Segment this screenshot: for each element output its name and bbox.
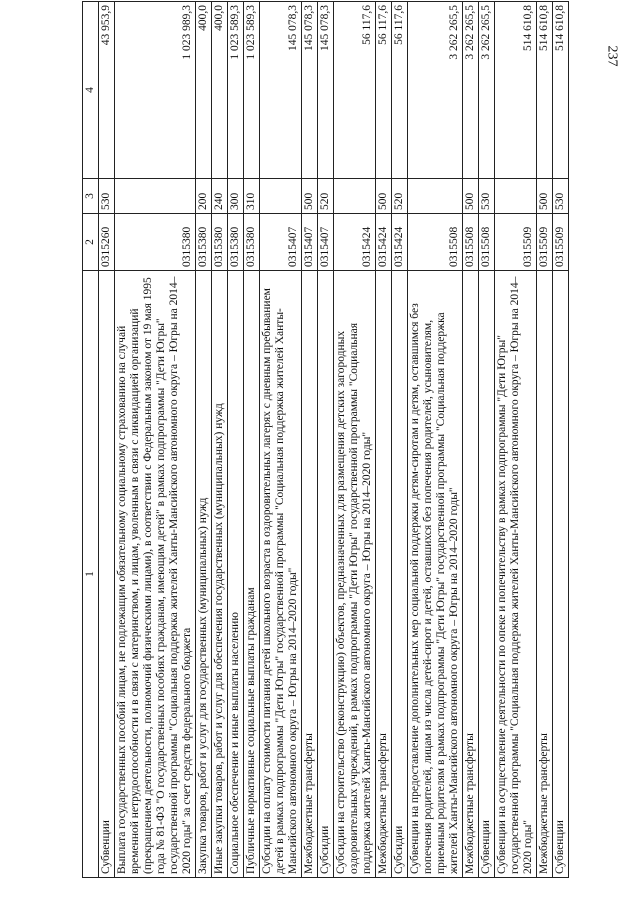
row-name-cell: Субвенции на предоставление дополнительных мер социальной поддержки детям-сиротам и детям, оставшимся без попечения родителей, лицам из числа детей-сирот и детей, оставшихся без попечения родителей, усыновителям, приемным родителям в рамках подпрограммы "Дети Югры" государственной программы "Социальная поддержка жителей Ханты-Мансийского автономного округа – Югры на 2014–2020 годы": [408, 271, 463, 878]
table-row: [115, 2, 196, 878]
header-col-2: 2: [83, 214, 99, 271]
row-name-cell: Субсидии: [392, 271, 408, 878]
row-name-cell: Субвенции: [479, 271, 495, 878]
table-row: [244, 2, 260, 878]
row-code-cell: 0315380: [196, 214, 212, 271]
row-type-cell: 240: [212, 179, 228, 214]
row-name-cell: Межбюджетные трансферты: [463, 271, 479, 878]
row-type-cell: 300: [228, 179, 244, 214]
table-row: [408, 2, 463, 878]
row-code-cell: 0315260: [99, 214, 115, 271]
table-header-row: [83, 2, 99, 878]
table-row: [553, 2, 569, 878]
row-code-cell: 0315407: [318, 214, 334, 271]
row-name-cell: Публичные нормативные социальные выплаты гражданам: [244, 271, 260, 878]
row-type-cell: [334, 179, 376, 214]
table-row: [495, 2, 537, 878]
row-amount-cell: 43 953,9: [99, 2, 115, 179]
row-code-cell: 0315380: [115, 214, 196, 271]
table-row: [196, 2, 212, 878]
row-code-cell: 0315509: [495, 214, 537, 271]
header-col-4: 4: [83, 2, 99, 179]
header-col-3: 3: [83, 179, 99, 214]
table-row: [376, 2, 392, 878]
page-number: 237: [604, 45, 620, 67]
row-code-cell: 0315407: [302, 214, 318, 271]
row-type-cell: 500: [463, 179, 479, 214]
row-code-cell: 0315407: [260, 214, 302, 271]
table-row: [479, 2, 495, 878]
rotated-page: [82, 5, 602, 878]
table-row: [318, 2, 334, 878]
table-row: [334, 2, 376, 878]
row-amount-cell: 1 023 589,3: [244, 2, 260, 179]
row-code-cell: 0315380: [244, 214, 260, 271]
row-type-cell: 530: [479, 179, 495, 214]
row-name-cell: Межбюджетные трансферты: [537, 271, 553, 878]
row-type-cell: 500: [376, 179, 392, 214]
row-amount-cell: 1 023 989,3: [115, 2, 196, 179]
row-type-cell: [260, 179, 302, 214]
row-type-cell: 500: [537, 179, 553, 214]
row-amount-cell: 514 610,8: [553, 2, 569, 179]
row-name-cell: Субвенции: [553, 271, 569, 878]
row-code-cell: 0315509: [537, 214, 553, 271]
row-type-cell: 530: [99, 179, 115, 214]
row-type-cell: 500: [302, 179, 318, 214]
row-amount-cell: 145 078,3: [318, 2, 334, 179]
row-name-cell: Межбюджетные трансферты: [376, 271, 392, 878]
table-row: [392, 2, 408, 878]
row-code-cell: 0315508: [479, 214, 495, 271]
row-amount-cell: 3 262 265,5: [408, 2, 463, 179]
row-type-cell: [408, 179, 463, 214]
row-amount-cell: 1 023 589,3: [228, 2, 244, 179]
row-amount-cell: 145 078,3: [302, 2, 318, 179]
row-amount-cell: 3 262 265,5: [463, 2, 479, 179]
table-row: [228, 2, 244, 878]
row-code-cell: 0315508: [463, 214, 479, 271]
row-type-cell: 520: [318, 179, 334, 214]
table-row: [463, 2, 479, 878]
row-amount-cell: 56 117,6: [392, 2, 408, 179]
row-code-cell: 0315508: [408, 214, 463, 271]
row-code-cell: 0315424: [334, 214, 376, 271]
row-name-cell: Закупка товаров, работ и услуг для государственных (муниципальных) нужд: [196, 271, 212, 878]
table-row: [260, 2, 302, 878]
row-type-cell: [495, 179, 537, 214]
row-code-cell: 0315509: [553, 214, 569, 271]
row-type-cell: 520: [392, 179, 408, 214]
row-code-cell: 0315424: [392, 214, 408, 271]
row-type-cell: [115, 179, 196, 214]
row-amount-cell: 514 610,8: [537, 2, 553, 179]
row-type-cell: 530: [553, 179, 569, 214]
row-name-cell: Выплата государственных пособий лицам, не подлежащим обязательному социальному страхованию на случай временной нетрудоспособности и в связи с материнством, и лицам, уволенным в связи с ликвидацией организаций (прекращением деятельности, полномочий физическими лицами), в соответствии с Федеральным законом от 19 мая 1995 года № 81-ФЗ "О государственных пособиях гражданам, имеющим детей" в рамках подпрограммы "Дети Югры" государственной программы "Социальная поддержка жителей Ханты-Мансийского автономного округа – Югры на 2014–2020 годы" за счет средств федерального бюджета: [115, 271, 196, 878]
row-amount-cell: 56 117,6: [334, 2, 376, 179]
table-row: [537, 2, 553, 878]
row-amount-cell: 3 262 265,5: [479, 2, 495, 179]
header-col-1: 1: [83, 271, 99, 878]
row-amount-cell: 145 078,3: [260, 2, 302, 179]
row-type-cell: 310: [244, 179, 260, 214]
budget-table: [82, 1, 569, 878]
row-name-cell: Социальное обеспечение и иные выплаты населению: [228, 271, 244, 878]
table-row: [212, 2, 228, 878]
row-code-cell: 0315424: [376, 214, 392, 271]
row-amount-cell: 400,0: [196, 2, 212, 179]
table-row: [302, 2, 318, 878]
row-type-cell: 200: [196, 179, 212, 214]
table-row: [99, 2, 115, 878]
row-name-cell: Субвенции: [99, 271, 115, 878]
row-name-cell: Субсидии: [318, 271, 334, 878]
row-name-cell: Субсидии на оплату стоимости питания детей школьного возраста в оздоровительных лагерях с дневным пребыванием детей в рамках подпрограммы "Дети Югры" государственной программы "Социальная поддержка жителей Ханты-Мансийского автономного округа – Югры на 2014–2020 годы": [260, 271, 302, 878]
row-name-cell: Межбюджетные трансферты: [302, 271, 318, 878]
row-code-cell: 0315380: [212, 214, 228, 271]
row-amount-cell: 514 610,8: [495, 2, 537, 179]
row-name-cell: Субсидии на строительство (реконструкцию) объектов, предназначенных для размещения детских загородных оздоровительных учреждений, в рамках подпрограммы "Дети Югры" государственной программы "Социальная поддержка жителей Ханты-Мансийского автономного округа – Югры на 2014–2020 годы": [334, 271, 376, 878]
row-amount-cell: 56 117,6: [376, 2, 392, 179]
row-name-cell: Иные закупки товаров, работ и услуг для обеспечения государственных (муниципальных) нужд: [212, 271, 228, 878]
row-amount-cell: 400,0: [212, 2, 228, 179]
row-code-cell: 0315380: [228, 214, 244, 271]
row-name-cell: Субвенции на осуществление деятельности по опеке и попечительству в рамках подпрограммы "Дети Югры" государственной программы "Социальная поддержка жителей Ханты-Мансийского автономного округа – Югры на 2014–2020 годы": [495, 271, 537, 878]
